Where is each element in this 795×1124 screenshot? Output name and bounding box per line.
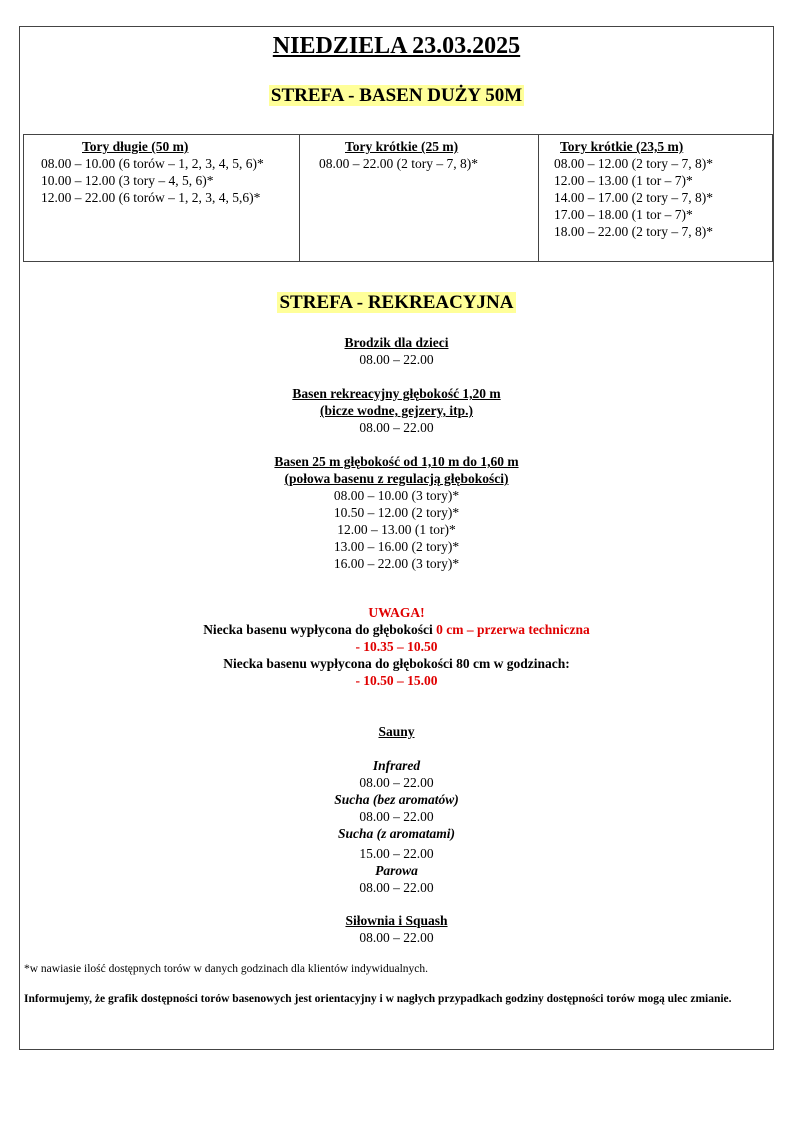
- short25-lanes-header: Tory krótkie (25 m): [345, 139, 459, 154]
- long-lanes-cell: [24, 135, 300, 262]
- gym-hours: 08.00 – 22.00: [359, 930, 434, 945]
- rec-pool-note: (bicze wodne, gejzery, itp.): [320, 403, 473, 418]
- warning-line1-red: 0 cm – przerwa techniczna: [436, 622, 590, 637]
- sauna-hours: 15.00 – 22.00: [359, 846, 434, 861]
- page-title: [20, 33, 773, 60]
- pool25-block: [20, 453, 773, 572]
- short25-lanes-cell: [300, 135, 539, 262]
- long-lane-row: 12.00 – 22.00 (6 torów – 1, 2, 3, 4, 5,6)*: [41, 190, 261, 205]
- pool25-row: 08.00 – 10.00 (3 tory)*: [333, 488, 460, 503]
- title-text: NIEDZIELA 23.03.2025: [272, 33, 521, 59]
- short235-lane-row: 17.00 – 18.00 (1 tor – 7)*: [554, 207, 693, 222]
- zone-big-pool-label: STREFA - BASEN DUŻY 50M: [270, 85, 523, 106]
- lanes-table: [23, 134, 773, 262]
- long-lane-row: 08.00 – 10.00 (6 torów – 1, 2, 3, 4, 5, 6)*: [41, 156, 264, 171]
- pool25-row: 13.00 – 16.00 (2 tory)*: [333, 539, 460, 554]
- sauna-hours: 08.00 – 22.00: [359, 775, 434, 790]
- long-lanes-header: Tory długie (50 m): [82, 139, 189, 154]
- footnote: *w nawiasie ilość dostępnych torów w danych godzinach dla klientów indywidualnych.: [24, 963, 429, 975]
- short235-lanes-header: Tory krótkie (23,5 m): [560, 139, 684, 154]
- sauna-name: Parowa: [375, 863, 418, 878]
- pool25-name: Basen 25 m głębokość od 1,10 m do 1,60 m: [274, 454, 519, 469]
- kids-pool-name: Brodzik dla dzieci: [344, 335, 449, 350]
- gym-name: Siłownia i Squash: [345, 913, 448, 928]
- pool25-note: (połowa basenu z regulacją głębokości): [284, 471, 509, 486]
- short235-lanes-cell: [539, 135, 773, 262]
- short235-lane-row: 08.00 – 12.00 (2 tory – 7, 8)*: [554, 156, 713, 171]
- zone-recreation-heading: [20, 292, 773, 314]
- sauna-hours: 08.00 – 22.00: [359, 809, 434, 824]
- sauna-name: Infrared: [372, 758, 421, 773]
- gym-block: [20, 912, 773, 946]
- short25-lane-row: 08.00 – 22.00 (2 tory – 7, 8)*: [319, 156, 478, 171]
- info-note: Informujemy, że grafik dostępności torów basenowych jest orientacyjny i w nagłych przypadkach godziny dostępności torów mogą ulec zmianie.: [24, 993, 732, 1005]
- zone-recreation-label: STREFA - REKREACYJNA: [279, 292, 514, 313]
- long-lane-row: 10.00 – 12.00 (3 tory – 4, 5, 6)*: [41, 173, 214, 188]
- saunas-block: [20, 723, 773, 896]
- kids-pool-block: [20, 334, 773, 368]
- pool25-row: 12.00 – 13.00 (1 tor)*: [337, 522, 456, 537]
- warning-line1-time: - 10.35 – 10.50: [355, 639, 438, 654]
- kids-pool-hours: 08.00 – 22.00: [359, 352, 434, 367]
- pool25-row: 16.00 – 22.00 (3 tory)*: [333, 556, 460, 571]
- short235-lane-row: 12.00 – 13.00 (1 tor – 7)*: [554, 173, 693, 188]
- warning-line2-text: Niecka basenu wypłycona do głębokości 80 cm w godzinach:: [223, 656, 570, 671]
- warning-block: [20, 604, 773, 689]
- schedule-frame: [19, 26, 774, 1050]
- warning-line1-text: Niecka basenu wypłycona do głębokości: [203, 622, 433, 637]
- rec-pool-name: Basen rekreacyjny głębokość 1,20 m: [292, 386, 501, 401]
- sauna-hours: 08.00 – 22.00: [359, 880, 434, 895]
- warning-line2-time: - 10.50 – 15.00: [355, 673, 438, 688]
- sauna-name: Sucha (z aromatami): [337, 826, 456, 841]
- rec-pool-hours: 08.00 – 22.00: [359, 420, 434, 435]
- pool25-row: 10.50 – 12.00 (2 tory)*: [333, 505, 460, 520]
- zone-big-pool-heading: [20, 85, 773, 107]
- saunas-title: Sauny: [378, 724, 415, 739]
- rec-pool-block: [20, 385, 773, 436]
- short235-lane-row: 18.00 – 22.00 (2 tory – 7, 8)*: [554, 224, 713, 239]
- sauna-name: Sucha (bez aromatów): [334, 792, 459, 807]
- short235-lane-row: 14.00 – 17.00 (2 tory – 7, 8)*: [554, 190, 713, 205]
- warning-title: UWAGA!: [368, 605, 425, 620]
